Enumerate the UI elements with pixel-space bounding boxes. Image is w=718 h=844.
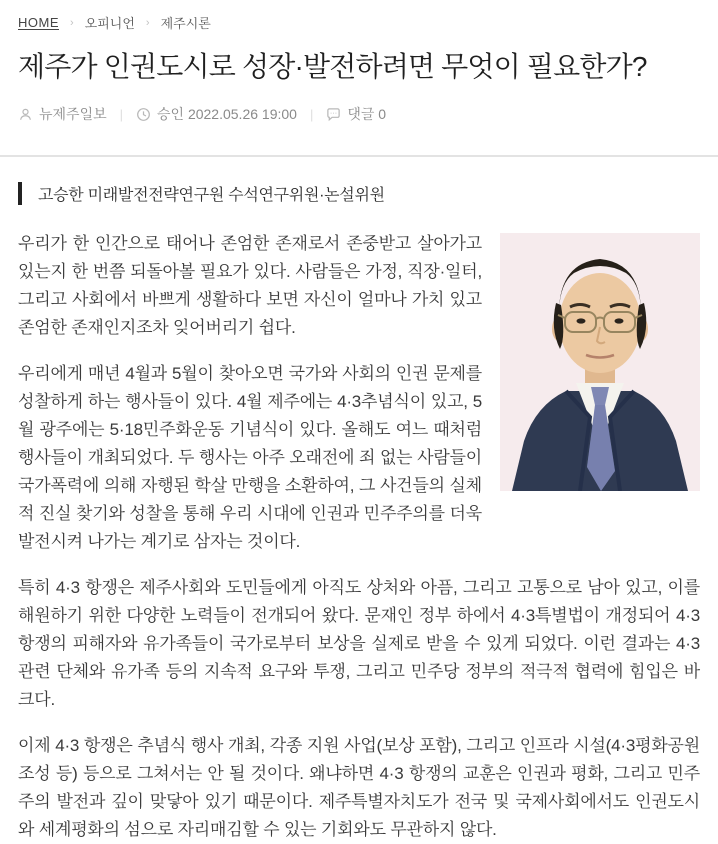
section-divider <box>0 155 718 157</box>
byline-separator: | <box>119 106 124 122</box>
byline-separator: | <box>309 106 314 122</box>
page-title: 제주가 인권도시로 성장·발전하려면 무엇이 필요한가? <box>18 51 647 82</box>
chevron-right-icon: › <box>70 16 74 29</box>
columnist-photo <box>500 233 700 491</box>
breadcrumb-home-link[interactable]: HOME <box>18 15 59 30</box>
author-note <box>18 182 700 205</box>
byline-published-label: 승인 2022.05.26 19:00 <box>157 106 297 123</box>
user-icon <box>18 107 33 122</box>
byline-published <box>136 104 297 124</box>
article-paragraph: 특히 4·3 항쟁은 제주사회와 도민들에게 아직도 상처와 아픔, 그리고 고통으로 남아 있고, 이를 해원하기 위한 다양한 노력들이 전개되어 왔다. 문재인 정부 하에서 4·3특별법이 개정되어 4·3 항쟁의 피해자와 유가족들이 국가로부터 보상을 실제로 받을 수 있게 되었다. 이런 결과는 4·3 관련 단체와 유가족 등의 지속적 요구와 투쟁, 그리고 민주당 정부의 적극적 협력에 힘입은 바 크다. <box>18 578 700 710</box>
article-paragraph: 우리에게 매년 4월과 5월이 찾아오면 국가와 사회의 인권 문제를 성찰하게 하는 행사들이 있다. 4월 제주에는 4·3추념식이 있고, 5월 광주에는 5·18민주화운동 기념식이 있다. 올해도 여느 때처럼 행사들이 개최되었다. 두 행사는 아주 오래전에 죄 없는 사람들이 국가폭력에 의해 자행된 학살 만행을 소환하여, 그 사건들의 실체적 진실 찾기와 성찰을 통해 우리 시대에 인권과 민주주의를 더욱 발전시켜 나가는 계기로 삼자는 것이다. <box>18 364 482 552</box>
byline-comments-label: 댓글 0 <box>347 106 387 123</box>
chevron-right-icon: › <box>145 16 150 29</box>
byline-comments[interactable] <box>326 104 386 124</box>
clock-icon <box>136 107 151 122</box>
comment-icon <box>326 107 341 122</box>
article-paragraph: 우리가 한 인간으로 태어나 존엄한 존재로서 존중받고 살아가고 있는지 한 번쯤 되돌아볼 필요가 있다. 사람들은 가정, 직장·일터, 그리고 사회에서 바쁘게 생활하다 보면 자신이 얼마나 가치 있고 존엄한 존재인지조차 잊어버리기 쉽다. <box>18 234 482 338</box>
byline <box>18 104 700 124</box>
article-body <box>18 230 700 844</box>
byline-author[interactable] <box>18 104 107 124</box>
breadcrumb <box>0 0 718 32</box>
article-paragraph: 이제 4·3 항쟁은 추념식 행사 개최, 각종 지원 사업(보상 포함), 그리고 인프라 시설(4·3평화공원 조성 등) 등으로 그쳐서는 안 될 것이다. 왜냐하면 4·3 항쟁의 교훈은 인권과 평화, 그리고 민주주의 발전과 깊이 맞닿아 있기 때문이다. 제주특별자치도가 전국 및 국제사회에서도 인권도시와 세계평화의 섬으로 자리매김할 수 있는 기회와도 무관하지 않다. <box>18 736 700 840</box>
breadcrumb-jeju-siron-link[interactable]: 제주시론 <box>160 16 211 31</box>
breadcrumb-opinion-link[interactable]: 오피니언 <box>84 16 135 31</box>
author-note-text: 고승한 미래발전전략연구원 수석연구위원·논설위원 <box>38 187 385 205</box>
byline-author-label: 뉴제주일보 <box>39 106 107 123</box>
columnist-portrait-image <box>500 233 700 491</box>
author-note-bar <box>18 182 22 205</box>
